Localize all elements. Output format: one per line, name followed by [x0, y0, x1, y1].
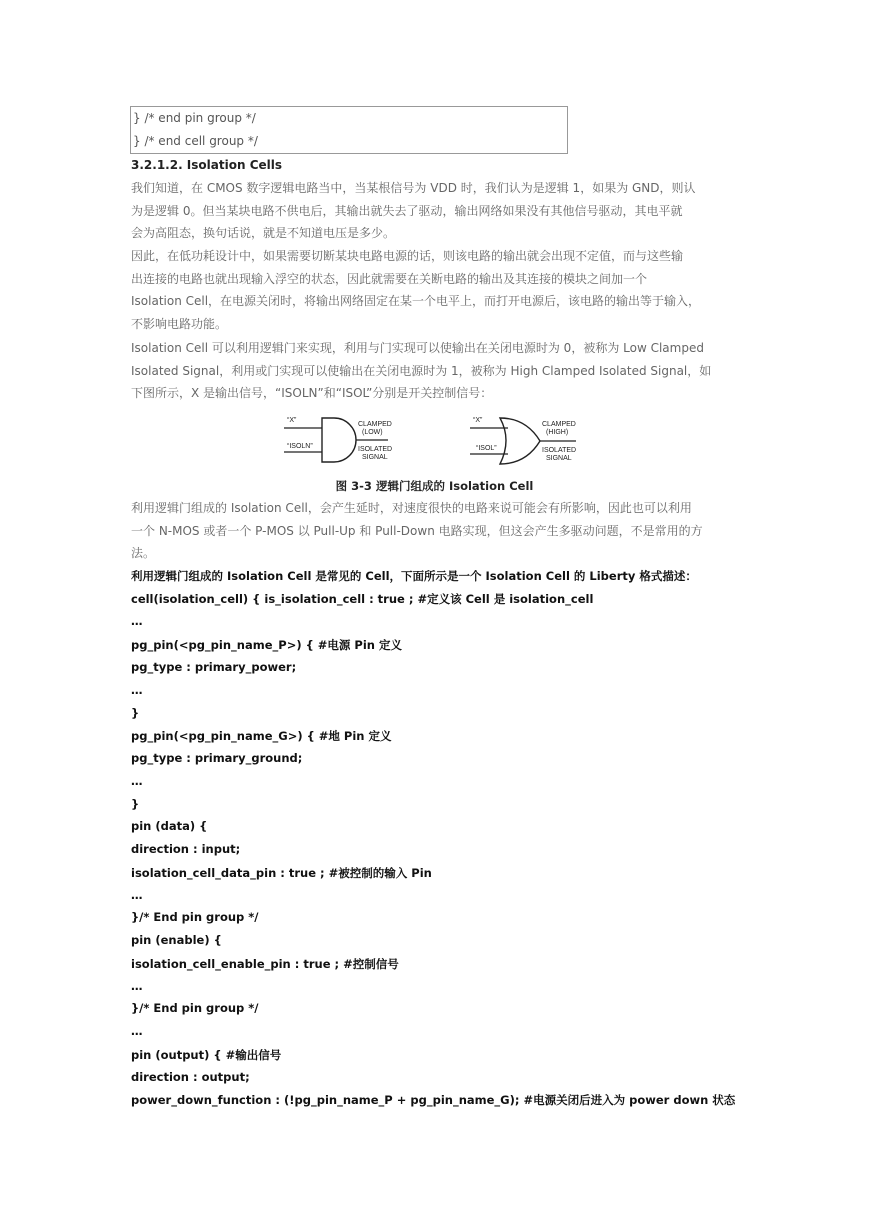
or-gate-figure [470, 414, 590, 470]
code-line: pg_pin(<pg_pin_name_P>) { #电源 Pin 定义 [131, 638, 402, 652]
paragraph-line: 不影响电路功能。 [131, 316, 228, 331]
code-line: pg_type : primary_ground; [131, 751, 303, 765]
paragraph-line: 为是逻辑 0。但当某块电路不供电后，其输出就失去了驱动，输出网络如果没有其他信号驱动，其电平就 [131, 203, 683, 218]
paragraph-line: 出连接的电路也就出现输入浮空的状态，因此就需要在关断电路的输出及其连接的模块之间加一个 [131, 271, 648, 286]
code-line: pin (output) { #输出信号 [131, 1048, 282, 1062]
code-line: … [131, 683, 143, 697]
paragraph-line: 我们知道，在 CMOS 数字逻辑电路当中，当某根信号为 VDD 时，我们认为是逻辑 1，如果为 GND，则认 [131, 181, 696, 195]
code-line: }/* End pin group */ [131, 910, 259, 924]
paragraph-line: Isolated Signal，利用或门实现可以使输出在关闭电源时为 1，被称为 High Clamped Isolated Signal，如 [131, 363, 712, 378]
or-output-label-top: CLAMPED [542, 421, 576, 428]
or-output-label-top2: (HIGH) [546, 429, 569, 436]
code-line: } [131, 706, 140, 720]
code-line: pin (enable) { [131, 933, 222, 947]
paragraph-1 [131, 177, 739, 245]
paragraph-line: 下图所示，X 是输出信号，“ISOLN”和“ISOL”分别是开关控制信号： [131, 386, 493, 400]
and-output-label-bottom2: SIGNAL [362, 454, 388, 461]
code-line: } /* end pin group */ [133, 111, 256, 125]
code-line: 利用逻辑门组成的 Isolation Cell 是常见的 Cell，下面所示是一个 Isolation Cell 的 Liberty 格式描述： [131, 569, 697, 583]
or-input-x-label: “X” [473, 417, 483, 424]
code-line: pg_type : primary_power; [131, 660, 297, 674]
paragraph-line: 法。 [131, 546, 156, 560]
code-line: direction : output; [131, 1070, 250, 1084]
figure-caption: 图 3-3 逻辑门组成的 Isolation Cell [335, 479, 534, 493]
paragraph-line: 利用逻辑门组成的 Isolation Cell，会产生延时，对速度很快的电路来说可能会有所影响，因此也可以利用 [131, 501, 692, 515]
section-heading: 3.2.1.2. Isolation Cells [131, 158, 283, 172]
paragraph-4 [131, 497, 739, 565]
and-gate-symbol [322, 418, 356, 462]
code-line: } [131, 797, 140, 811]
paragraph-line: 会为高阻态，换句话说，就是不知道电压是多少。 [131, 226, 396, 240]
code-line: isolation_cell_data_pin : true ; #被控制的输入 Pin [131, 866, 432, 880]
code-line: } /* end cell group */ [133, 134, 258, 148]
and-output-label-top: CLAMPED [358, 421, 392, 428]
or-gate-symbol [500, 418, 540, 464]
code-line: isolation_cell_enable_pin : true ; #控制信号 [131, 957, 399, 971]
and-output-label-top2: (LOW) [362, 429, 383, 436]
code-line: … [131, 888, 143, 902]
code-snippet-box [130, 106, 568, 154]
code-line: cell(isolation_cell) { is_isolation_cell : true ; #定义该 Cell 是 isolation_cell [131, 592, 594, 606]
and-output-label-bottom: ISOLATED [358, 446, 393, 453]
code-line: … [131, 774, 143, 788]
paragraph-3 [131, 337, 739, 405]
code-line: pin (data) { [131, 819, 208, 833]
code-line: }/* End pin group */ [131, 1001, 259, 1015]
paragraph-2 [131, 245, 739, 335]
paragraph-line: Isolation Cell 可以利用逻辑门来实现，利用与门实现可以使输出在关闭电源时为 0，被称为 Low Clamped [131, 341, 704, 355]
or-output-label-bottom: ISOLATED [542, 447, 577, 454]
code-line: direction : input; [131, 842, 241, 856]
and-input-x-label: “X” [287, 417, 297, 424]
code-line: … [131, 614, 143, 628]
or-input-isol-label: “ISOL” [476, 445, 497, 452]
paragraph-line: 一个 N-MOS 或者一个 P-MOS 以 Pull-Up 和 Pull-Down 电路实现，但这会产生多驱动问题，不是常用的方 [131, 523, 703, 538]
code-line: pg_pin(<pg_pin_name_G>) { #地 Pin 定义 [131, 729, 392, 743]
or-output-label-bottom2: SIGNAL [546, 455, 572, 462]
and-gate-figure [284, 414, 404, 470]
paragraph-line: 因此，在低功耗设计中，如果需要切断某块电路电源的话，则该电路的输出就会出现不定值，而与这些输 [131, 249, 684, 263]
and-input-isoln-label: “ISOLN” [287, 443, 313, 450]
code-line: … [131, 979, 143, 993]
code-line: … [131, 1024, 143, 1038]
code-line: power_down_function : (!pg_pin_name_P + pg_pin_name_G); #电源关闭后进入为 power down 状态 [131, 1093, 736, 1107]
paragraph-line: Isolation Cell，在电源关闭时，将输出网络固定在某一个电平上，而打开电源后，该电路的输出等于输入， [131, 294, 701, 308]
